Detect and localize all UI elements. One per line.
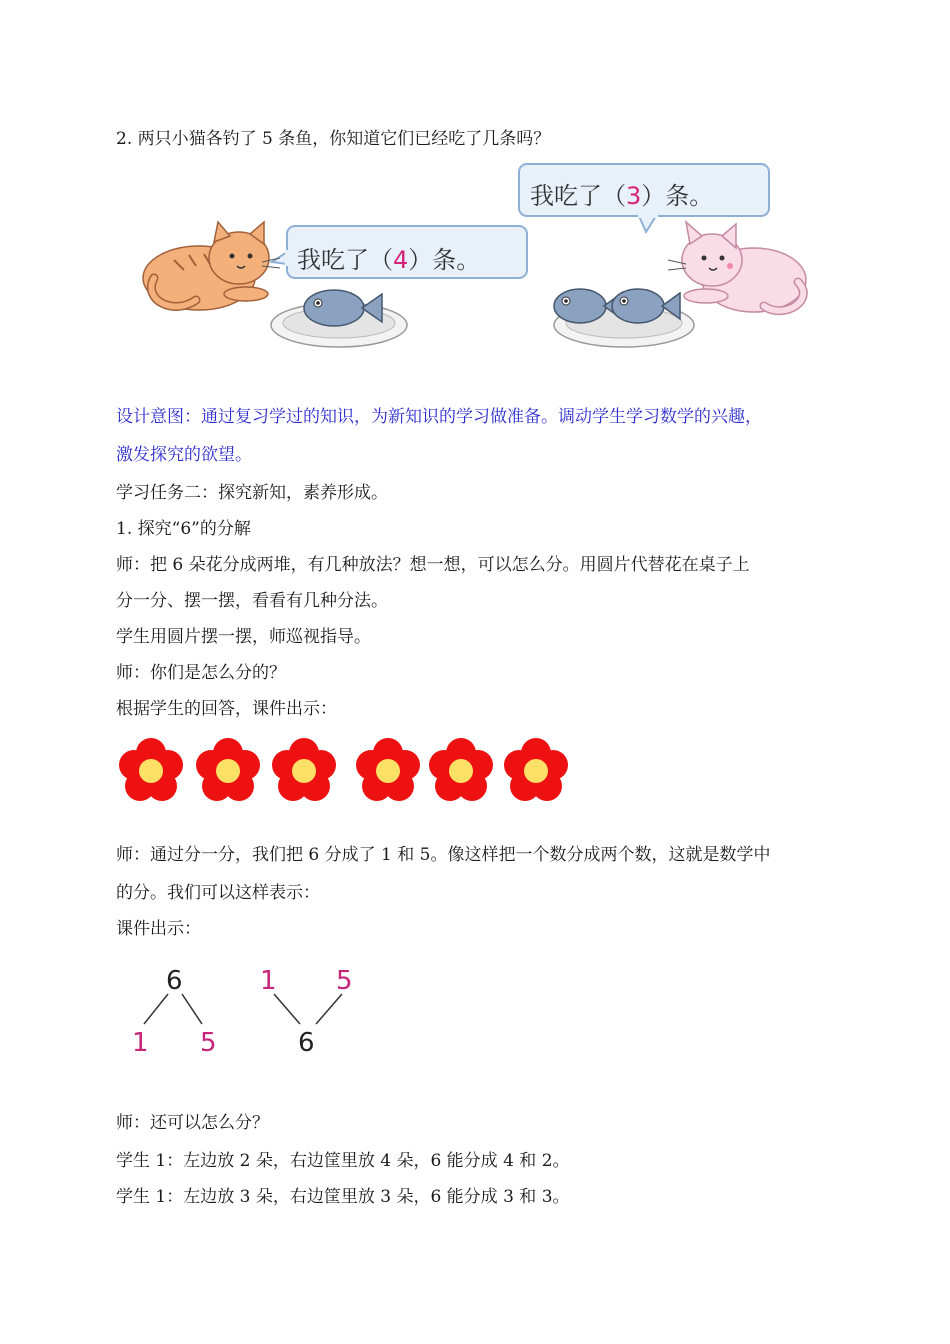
bond1-part-left: 1 — [132, 1028, 149, 1058]
right-bubble-number: 3 — [626, 182, 642, 210]
right-plate — [554, 289, 694, 347]
right-bubble-text: 我吃了（3）条。 — [530, 182, 714, 210]
design-intent-line2: 激发探究的欲望。 — [116, 445, 252, 465]
bond1-part-right: 5 — [200, 1028, 217, 1058]
teacher-line3a: 师：通过分一分，我们把 6 分成了 1 和 5。像这样把一个数分成两个数，这就是数学中 — [116, 845, 771, 865]
flowers-row — [116, 734, 576, 806]
student-answer-1: 学生 1：左边放 2 朵，右边筐里放 4 朵，6 能分成 4 和 2。 — [116, 1151, 570, 1171]
flower-icon — [356, 738, 420, 801]
flower-icon — [272, 738, 336, 801]
teacher-line4: 师：还可以怎么分？ — [116, 1113, 269, 1133]
bond1-whole: 6 — [166, 966, 183, 996]
teacher-line3b: 的分。我们可以这样表示： — [116, 883, 320, 903]
explore-heading: 1. 探究“6”的分解 — [116, 519, 251, 539]
teacher-line1b: 分一分、摆一摆，看看有几种分法。 — [116, 591, 388, 611]
question-line: 2. 两只小猫各钓了 5 条鱼，你知道它们已经吃了几条吗？ — [116, 129, 551, 149]
pink-cat — [668, 222, 806, 312]
flower-icon — [504, 738, 568, 801]
teacher-line2: 师：你们是怎么分的？ — [116, 663, 286, 683]
design-intent-line1: 设计意图：通过复习学过的知识，为新知识的学习做准备。调动学生学习数学的兴趣， — [116, 407, 762, 427]
courseware-line2: 课件出示： — [116, 919, 201, 939]
student-answer-2: 学生 1：左边放 3 朵，右边筐里放 3 朵，6 能分成 3 和 3。 — [116, 1187, 570, 1207]
number-bond-diagrams — [116, 960, 376, 1070]
teacher-line1a: 师：把 6 朵花分成两堆，有几种放法？想一想，可以怎么分。用圆片代替花在桌子上 — [116, 555, 750, 575]
bond2-part-left: 1 — [260, 966, 277, 996]
left-plate — [271, 290, 407, 347]
flower-icon — [119, 738, 183, 801]
task-heading: 学习任务二：探究新知，素养形成。 — [116, 483, 388, 503]
student-activity-line: 学生用圆片摆一摆，师巡视指导。 — [116, 627, 371, 647]
courseware-line1: 根据学生的回答，课件出示： — [116, 699, 337, 719]
orange-cat — [143, 222, 280, 310]
left-bubble-number: 4 — [393, 246, 409, 274]
left-bubble-text: 我吃了（4）条。 — [297, 246, 481, 274]
flower-icon — [429, 738, 493, 801]
bond2-part-right: 5 — [336, 966, 353, 996]
flower-icon — [196, 738, 260, 801]
bond2-whole: 6 — [298, 1028, 315, 1058]
